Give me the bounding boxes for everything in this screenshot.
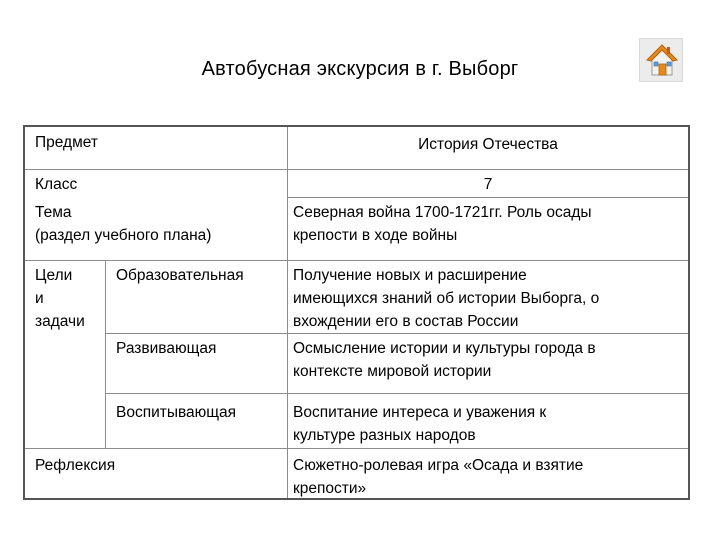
reflection-value (293, 454, 583, 500)
upbringing-label: Воспитывающая (116, 404, 237, 421)
subject-value: История Отечества (418, 136, 558, 153)
upbringing-value-line: культуре разных народов (293, 427, 476, 444)
topic-label (35, 201, 211, 247)
reflection-value-line: Сюжетно-ролевая игра «Осада и взятие (293, 457, 584, 474)
table-divider (105, 333, 688, 334)
upbringing-value-line: Воспитание интереса и уважения к (293, 404, 547, 421)
topic-value (293, 201, 592, 247)
educational-value-line: вхождении его в состав России (293, 313, 519, 330)
goals-label-line: Цели (35, 267, 73, 284)
goals-label-line: и (35, 290, 44, 307)
table-divider (105, 393, 688, 394)
home-button[interactable] (639, 38, 683, 82)
educational-value (293, 264, 599, 333)
grade-value: 7 (483, 176, 493, 193)
developing-value (293, 337, 596, 383)
table-divider (25, 169, 688, 170)
upbringing-value (293, 401, 546, 447)
goals-label (35, 264, 85, 333)
topic-label-line: (раздел учебного плана) (35, 227, 212, 244)
table-divider (25, 260, 688, 261)
topic-value-line: Северная война 1700-1721гг. Роль осады (293, 204, 592, 221)
subject-label: Предмет (35, 134, 98, 151)
home-icon (646, 44, 678, 78)
developing-label: Развивающая (116, 340, 217, 357)
developing-value-line: Осмысление истории и культуры города в (293, 340, 596, 357)
educational-value-line: имеющихся знаний об истории Выборга, о (293, 290, 600, 307)
educational-label: Образовательная (116, 267, 244, 284)
grade-label: Класс (35, 176, 78, 193)
developing-value-line: контексте мировой истории (293, 363, 492, 380)
table-divider (25, 448, 688, 449)
lesson-plan-table (23, 125, 690, 500)
table-divider (287, 197, 688, 198)
reflection-label: Рефлексия (35, 457, 116, 474)
topic-value-line: крепости в ходе войны (293, 227, 458, 244)
reflection-value-line: крепости» (293, 480, 367, 497)
topic-label-line: Тема (35, 204, 72, 221)
page-title: Автобусная экскурсия в г. Выборг (201, 58, 519, 80)
educational-value-line: Получение новых и расширение (293, 267, 527, 284)
goals-label-line: задачи (35, 313, 85, 330)
table-divider (105, 260, 106, 448)
